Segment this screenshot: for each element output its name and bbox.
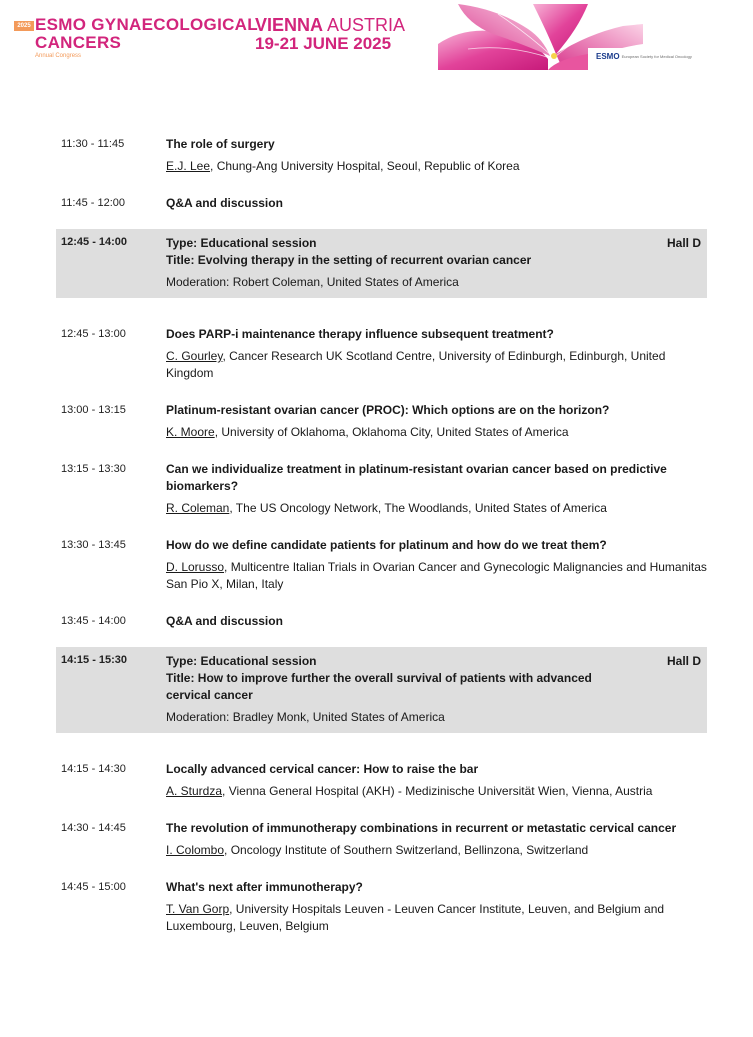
congress-year-badge: 2025 <box>14 21 34 31</box>
item-time: 13:15 - 13:30 <box>61 463 126 475</box>
item-speaker <box>166 348 707 382</box>
item-time: 13:00 - 13:15 <box>61 404 126 416</box>
item-time: 11:30 - 11:45 <box>61 138 125 150</box>
item-title: The role of surgery <box>166 137 275 151</box>
agenda-item <box>56 320 707 382</box>
item-speaker <box>166 783 707 800</box>
item-time: 13:30 - 13:45 <box>61 539 126 551</box>
agenda-item <box>56 130 707 175</box>
item-time: 14:45 - 15:00 <box>61 881 126 893</box>
item-title: How do we define candidate patients for platinum and how do we treat them? <box>166 538 607 552</box>
esmo-logo-subtext: European Society for Medical Oncology <box>621 54 692 60</box>
congress-logo-line1: ESMO GYNAECOLOGICAL <box>35 15 258 34</box>
speaker-affiliation: , Oncology Institute of Southern Switzerland, Bellinzona, Switzerland <box>224 843 589 857</box>
speaker-affiliation: , Chung-Ang University Hospital, Seoul, Republic of Korea <box>210 159 520 173</box>
speaker-name-link[interactable]: I. Colombo <box>166 843 225 857</box>
item-speaker <box>166 158 707 175</box>
session-type: Type: Educational session <box>166 654 317 668</box>
venue-city: VIENNA <box>255 15 324 35</box>
speaker-name-link[interactable]: E.J. Lee <box>166 159 211 173</box>
item-time: 14:15 - 14:30 <box>61 763 126 775</box>
item-title: Q&A and discussion <box>166 196 283 210</box>
speaker-name-link[interactable]: T. Van Gorp <box>166 902 230 916</box>
item-title: Platinum-resistant ovarian cancer (PROC): Which options are on the horizon? <box>166 403 610 417</box>
speaker-name-link[interactable]: C. Gourley <box>166 349 223 363</box>
agenda-item <box>56 396 707 441</box>
esmo-logo-text: ESMO <box>596 52 620 61</box>
session-time: 14:15 - 15:30 <box>61 654 128 666</box>
session-title: Title: Evolving therapy in the setting of recurrent ovarian cancer <box>166 253 532 267</box>
agenda-item <box>56 873 707 935</box>
speaker-affiliation: , Multicentre Italian Trials in Ovarian Cancer and Gynecologic Malignancies and Humanitas San Pio X, Milan, Italy <box>166 560 707 591</box>
session-hall: Hall D <box>666 236 701 250</box>
speaker-affiliation: , University of Oklahoma, Oklahoma City, United States of America <box>214 425 569 439</box>
session-moderation: Moderation: Bradley Monk, United States of America <box>166 710 445 724</box>
page-header <box>0 0 753 75</box>
congress-logo-subtitle: Annual Congress <box>35 53 82 59</box>
item-time: 12:45 - 13:00 <box>61 328 126 340</box>
session-title: Title: How to improve further the overall survival of patients with advanced cervical cancer <box>166 671 592 702</box>
venue-location <box>255 15 405 36</box>
item-title: Does PARP-i maintenance therapy influence subsequent treatment? <box>166 327 554 341</box>
session-time: 12:45 - 14:00 <box>61 236 128 248</box>
session-hall: Hall D <box>666 654 701 668</box>
esmo-logo <box>596 52 692 61</box>
agenda-item <box>56 607 707 633</box>
item-speaker <box>166 901 707 935</box>
agenda-item <box>56 189 707 215</box>
speaker-name-link[interactable]: K. Moore <box>166 425 215 439</box>
agenda-item <box>56 814 707 859</box>
agenda-item <box>56 455 707 517</box>
speaker-name-link[interactable]: A. Sturdza <box>166 784 223 798</box>
item-title: Can we individualize treatment in platinum-resistant ovarian cancer based on predictive biomarkers? <box>166 462 667 493</box>
agenda-item <box>56 755 707 800</box>
item-time: 14:30 - 14:45 <box>61 822 126 834</box>
agenda-list <box>56 130 707 949</box>
session-header <box>56 229 707 298</box>
venue-country: AUSTRIA <box>327 15 406 35</box>
speaker-affiliation: , University Hospitals Leuven - Leuven Cancer Institute, Leuven, and Belgium and Luxembourg, Leuven, Belgium <box>166 902 665 933</box>
venue-dates: 19-21 JUNE 2025 <box>255 34 392 53</box>
speaker-affiliation: , Cancer Research UK Scotland Centre, University of Edinburgh, Edinburgh, United Kingdom <box>166 349 666 380</box>
session-moderation: Moderation: Robert Coleman, United States of America <box>166 275 459 289</box>
item-speaker <box>166 500 707 517</box>
item-time: 13:45 - 14:00 <box>61 615 126 627</box>
item-title: What's next after immunotherapy? <box>166 880 363 894</box>
session-type: Type: Educational session <box>166 236 317 250</box>
item-title: Locally advanced cervical cancer: How to raise the bar <box>166 762 479 776</box>
item-time: 11:45 - 12:00 <box>61 197 126 209</box>
item-title: Q&A and discussion <box>166 614 283 628</box>
speaker-affiliation: , Vienna General Hospital (AKH) - Medizinische Universität Wien, Vienna, Austria <box>222 784 653 798</box>
agenda-item <box>56 531 707 593</box>
session-header <box>56 647 707 733</box>
item-speaker <box>166 424 707 441</box>
congress-logo-line2: CANCERS <box>35 33 122 52</box>
item-speaker <box>166 842 707 859</box>
speaker-affiliation: , The US Oncology Network, The Woodlands, United States of America <box>229 501 607 515</box>
item-speaker <box>166 559 707 593</box>
speaker-name-link[interactable]: D. Lorusso <box>166 560 225 574</box>
speaker-name-link[interactable]: R. Coleman <box>166 501 230 515</box>
item-title: The revolution of immunotherapy combinations in recurrent or metastatic cervical cancer <box>166 821 677 835</box>
